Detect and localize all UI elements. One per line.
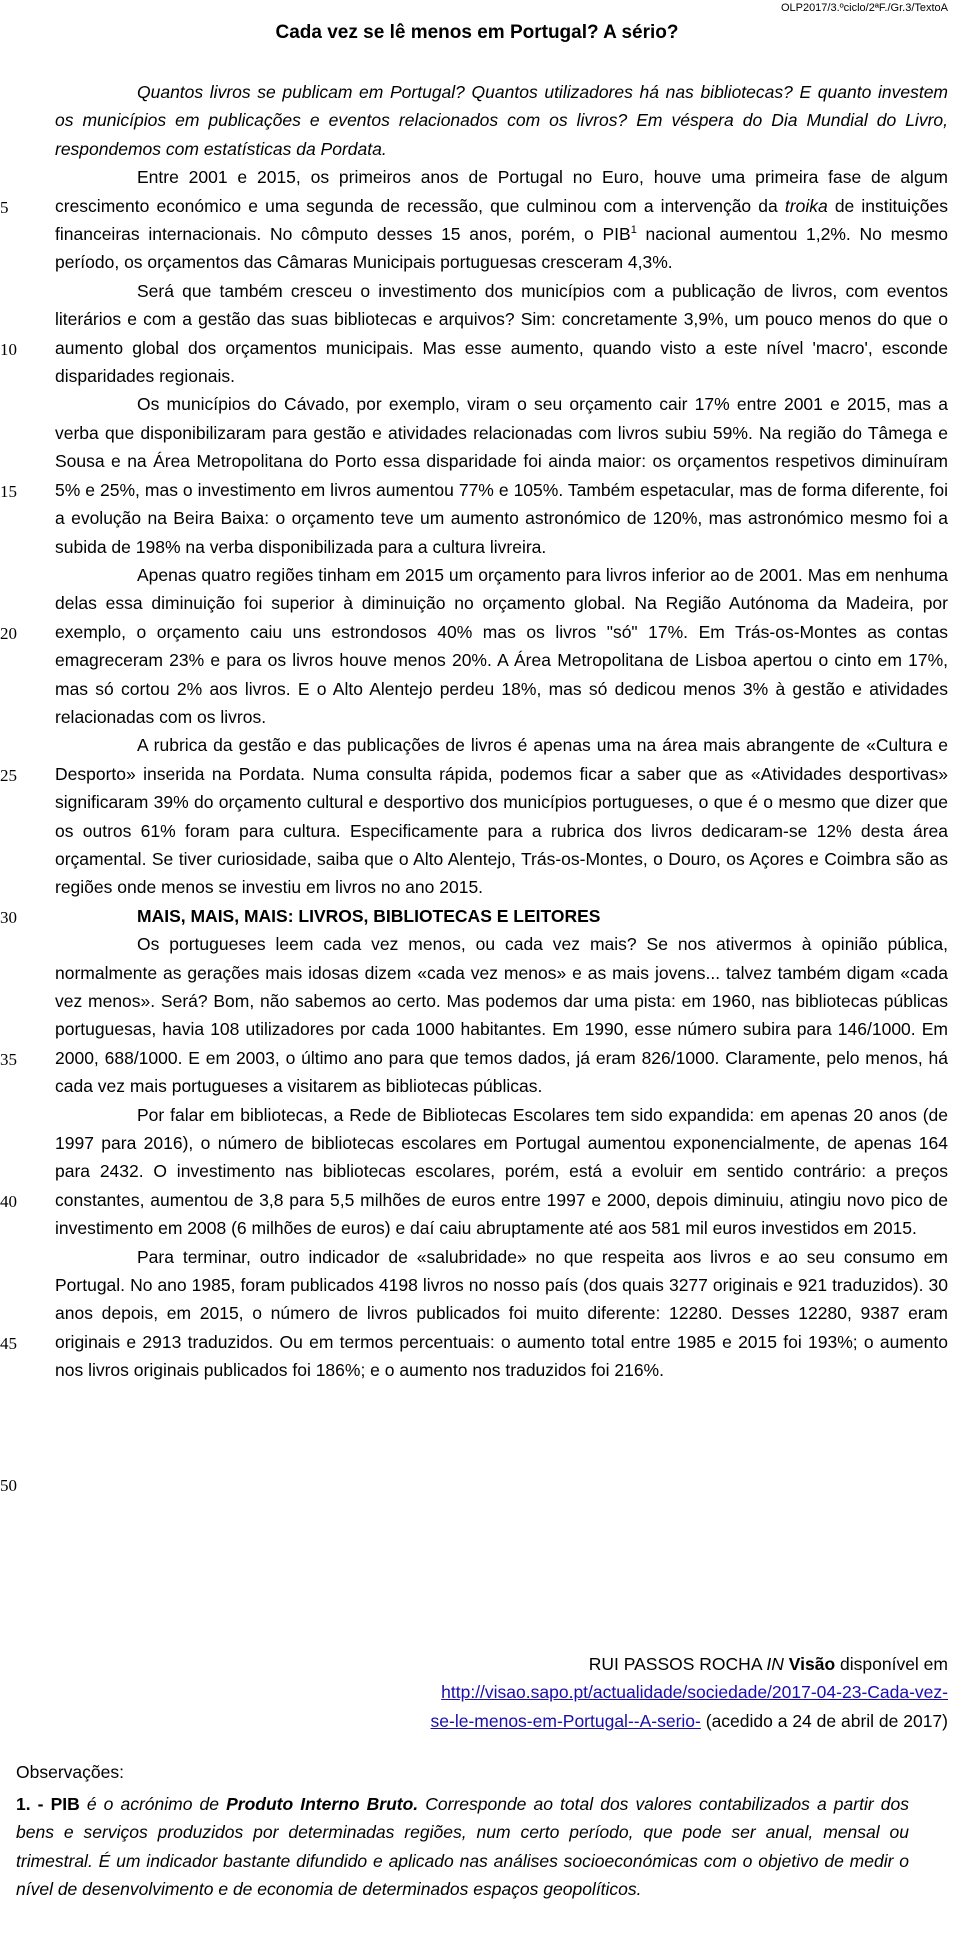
section-heading: MAIS, MAIS, MAIS: LIVROS, BIBLIOTECAS E LEITORES [137, 905, 601, 926]
source-citation: RUI PASSOS ROCHA IN Visão disponível em http://visao.sapo.pt/actualidade/sociedade/2017-04-23-Cada-vez- se-le-menos-em-Portugal--A-serio- (acedido a 24 de abril de 2017) [430, 1654, 948, 1731]
paragraph: Apenas quatro regiões tinham em 2015 um orçamento para livros inferior ao de 2001. Mas em nenhuma delas essa diminuição foi superior à diminuição no orçamento global. Na Região Autónoma da Madeira, por exemplo, o orçamento caiu uns estrondosos 40% mas os livros "só" 17%. Em Trás-os-Montes as contas emagreceram 23% e para os livros houve menos 20%. A Área Metropolitana de Lisboa apertou o cinto em 17%, mas só cortou 2% aos livros. E o Alto Alentejo perdeu 18%, mas só dedicou menos 3% à gestão e atividades relacionadas com os livros. [55, 564, 948, 727]
line-number: 45 [0, 1334, 17, 1353]
line-number: 10 [0, 340, 17, 359]
line-number: 40 [0, 1192, 17, 1211]
source-link[interactable]: http://visao.sapo.pt/actualidade/sociedade/2017-04-23-Cada-vez- [441, 1682, 948, 1703]
notes-title: Observações: [16, 1762, 124, 1782]
line-number: 20 [0, 624, 17, 643]
paragraph: Entre 2001 e 2015, os primeiros anos de Portugal no Euro, houve uma primeira fase de algum crescimento económico e uma segunda de recessão, que culminou com a intervenção da troika de instituições financeiras internacionais. No cômputo desses 15 anos, porém, o PIB$^1$ nacional aumentou 1,2%. No mesmo período, os orçamentos das Câmaras Municipais portuguesas cresceram 4,3%. [55, 167, 948, 273]
source-link[interactable]: se-le-menos-em-Portugal--A-serio- [430, 1710, 701, 1731]
article-body [55, 78, 948, 1385]
paragraph: Para terminar, outro indicador de «salubridade» no que respeita aos livros e ao seu consumo em Portugal. No ano 1985, foram publicados 4198 livros no nosso país (dos quais 3277 originais e 921 traduzidos). 30 anos depois, em 2015, o número de livros publicados foi muito diferente: 12280. Desses 12280, 9387 eram originais e 2913 traduzidos. Ou em termos percentuais: o aumento total entre 1985 e 2015 foi 193%; o aumento nos livros originais publicados foi 186%; e o aumento nos traduzidos foi 216%. [55, 1246, 948, 1381]
line-number: 25 [0, 766, 17, 785]
line-number: 35 [0, 1050, 17, 1069]
paragraph: Os portugueses leem cada vez menos, ou cada vez mais? Se nos ativermos à opinião pública, normalmente as gerações mais idosas dizem «cada vez menos» e as mais jovens... talvez também digam «cada vez menos». Será? Bom, não sabemos ao certo. Mas podemos dar uma pista: em 1960, nas bibliotecas públicas portuguesas, havia 108 utilizadores por cada 1000 habitantes. Em 1990, esse número subira para 146/1000. Em 2000, 688/1000. E em 2003, o último ano para que temos dados, já eram 826/1000. Claramente, pelo menos, há cada vez mais portugueses a visitarem as bibliotecas públicas. [55, 934, 948, 1097]
footnote: 1. - PIB é o acrónimo de Produto Interno Bruto. Corresponde ao total dos valores contabilizados a partir dos bens e serviços produzidos por determinadas regiões, num certo período, que pode ser anual, mensal ou trimestral. É um indicador bastante difundido e aplicado nas análises socioeconómicas com o objetivo de medir o nível de desenvolvimento e de economia de determinados espaços geopolíticos. [16, 1794, 909, 1900]
paragraph: Os municípios do Cávado, por exemplo, viram o seu orçamento cair 17% entre 2001 e 2015, mas a verba que disponibilizaram para gestão e atividades relacionadas com livros subiu 59%. Na região do Tâmega e Sousa e na Área Metropolitana do Porto essa disparidade foi ainda maior: os orçamentos respetivos diminuíram 5% e 25%, mas o investimento em livros aumentou 77% e 105%. Também espetacular, mas de forma diferente, foi a evolução na Beira Baixa: o orçamento teve um aumento astronómico de 120%, mas astronómico mesmo foi a subida de 198% na verba disponibilizada para a cultura livreira. [55, 394, 948, 557]
paragraph: A rubrica da gestão e das publicações de livros é apenas uma na área mais abrangente de «Cultura e Desporto» inserida na Pordata. Numa consulta rápida, podemos ficar a saber que as «Atividades desportivas» significaram 39% do orçamento cultural e desportivo dos municípios portugueses, o que é o mesmo que dizer que os outros 61% foram para cultura. Especificamente para a rubrica dos livros dedicaram-se 12% desta área orçamental. Se tiver curiosidade, saiba que o Alto Alentejo, Trás-os-Montes, o Douro, os Açores e Coimbra são as regiões onde menos se investiu em livros no ano 2015. [55, 735, 948, 898]
paragraph: Será que também cresceu o investimento dos municípios com a publicação de livros, com eventos literários e com a gestão das suas bibliotecas e arquivos? Sim: concretamente 3,9%, um pouco menos do que o aumento global dos orçamentos municipais. Mas esse aumento, quando visto a este nível 'macro', esconde disparidades regionais. [55, 280, 948, 387]
document-reference: OLP2017/3.ºciclo/2ªF./Gr.3/TextoA [780, 2, 948, 14]
page-title: Cada vez se lê menos em Portugal? A sério? [275, 22, 679, 43]
intro-paragraph: Quantos livros se publicam em Portugal? Quantos utilizadores há nas bibliotecas? E quanto investem os municípios em publicações e eventos relacionados com os livros? Em véspera do Dia Mundial do Livro, respondemos com estatísticas da Pordata. [55, 82, 948, 159]
line-number: 5 [0, 198, 9, 217]
line-number: 50 [0, 1476, 17, 1495]
footnote-marker: 1 [630, 224, 637, 237]
paragraph: Por falar em bibliotecas, a Rede de Bibliotecas Escolares tem sido expandida: em apenas 20 anos (de 1997 para 2016), o número de bibliotecas escolares em Portugal aumentou exponencialmente, de apenas 164 para 2432. O investimento nas bibliotecas escolares, porém, está a evoluir em sentido contrário: a preços constantes, aumentou de 3,8 para 5,5 milhões de euros entre 1997 e 2000, depois diminuiu, atingiu novo pico de investimento em 2008 (6 milhões de euros) e daí caiu abruptamente até aos 581 mil euros investidos em 2015. [55, 1104, 948, 1239]
line-number: 30 [0, 908, 17, 927]
line-number: 15 [0, 482, 17, 501]
